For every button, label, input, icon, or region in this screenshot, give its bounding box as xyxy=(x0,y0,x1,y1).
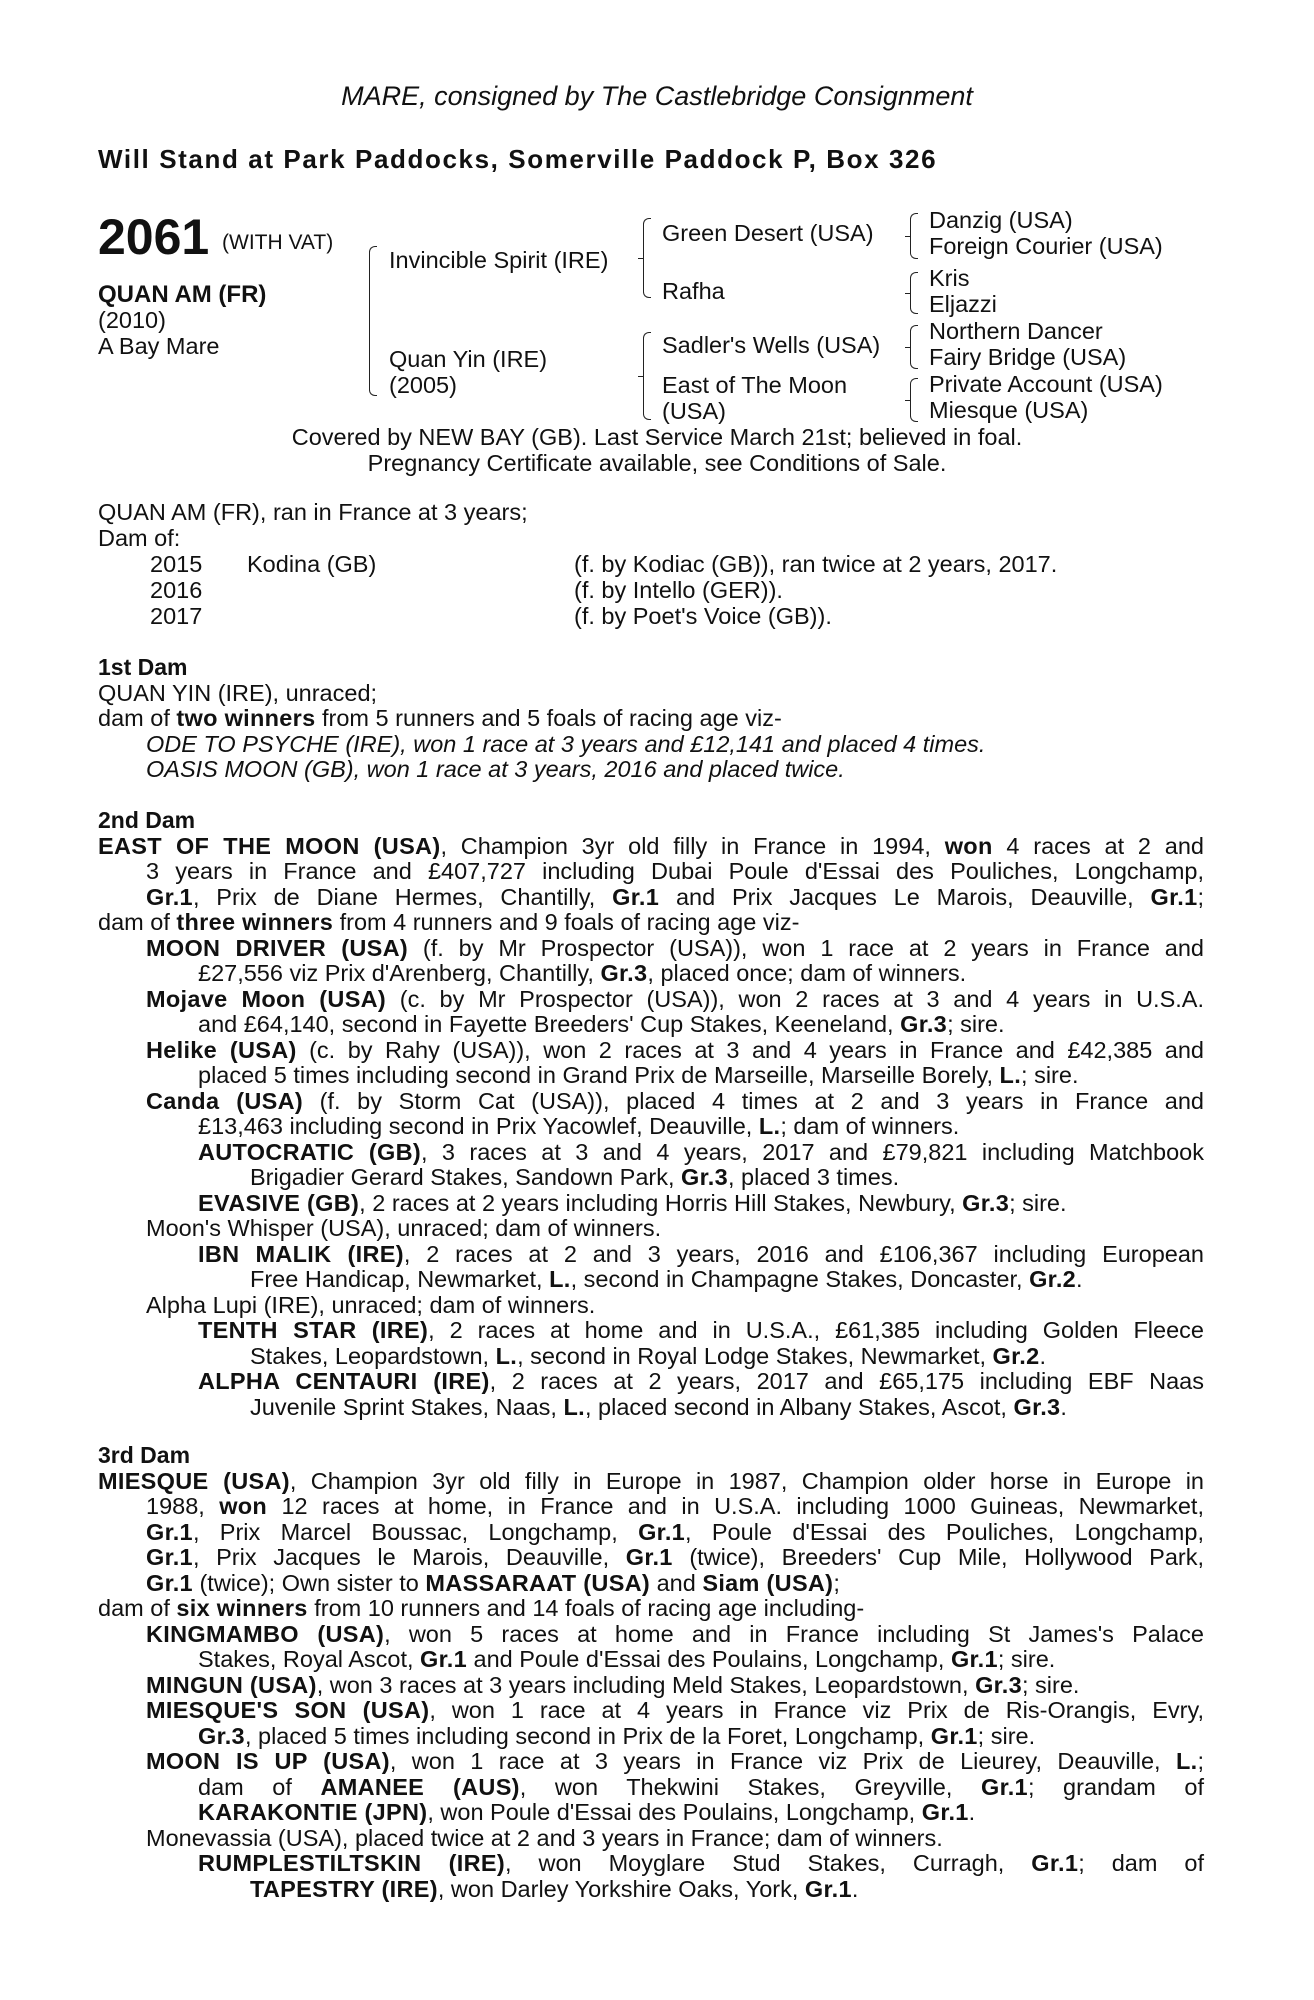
text: dam of xyxy=(98,1595,177,1621)
text-line xyxy=(98,1242,1204,1268)
text-line xyxy=(98,1012,1204,1038)
text: , 2 races at home and in U.S.A., £61,385 including Golden Fleece xyxy=(428,1317,1204,1343)
text: and £64,140, second in Fayette Breeders' Cup Stakes, Keeneland, xyxy=(198,1011,901,1037)
text: , Champion 3yr old filly in Europe in 1987, Champion older horse in Europe in xyxy=(289,1467,1204,1494)
text-line xyxy=(98,1216,1204,1242)
text: , won Poule d'Essai des Poulains, Longchamp, xyxy=(427,1799,922,1825)
text-line xyxy=(98,1395,1204,1421)
text: , Prix de Diane Hermes, Chantilly, xyxy=(192,883,613,910)
pedigree-brace xyxy=(910,325,918,369)
pedigree-dam-year: (2005) xyxy=(389,372,457,398)
text: L. xyxy=(495,1342,518,1369)
pedigree-ddd: Miesque (USA) xyxy=(929,397,1089,423)
text: Mojave Moon (USA) xyxy=(146,985,387,1012)
text-line xyxy=(98,987,1204,1013)
text: Gr.1 xyxy=(981,1773,1028,1800)
text: Stakes, Leopardstown, xyxy=(250,1342,496,1369)
text-line xyxy=(98,1293,1204,1319)
text: Gr.3 xyxy=(975,1671,1022,1698)
text-line xyxy=(98,1775,1204,1801)
text: ; grandam of xyxy=(1027,1773,1204,1800)
produce-year: 2015 xyxy=(150,551,203,577)
text-line xyxy=(98,1851,1204,1877)
text-line xyxy=(98,1344,1204,1370)
text-line xyxy=(98,834,1204,860)
text: 4 races at 2 and xyxy=(992,832,1204,859)
text: Juvenile Sprint Stakes, Naas, xyxy=(250,1393,564,1420)
produce-info: (f. by Kodiac (GB)), ran twice at 2 years, 2017. xyxy=(574,551,1058,577)
pedigree-dam-dam: East of The Moon xyxy=(662,372,848,398)
text: L. xyxy=(1176,1748,1198,1774)
text: (f. by Mr Prospector (USA)), won 1 race at 2 years in France and xyxy=(408,934,1204,961)
text: , Poule d'Essai des Pouliches, Longchamp, xyxy=(685,1518,1204,1545)
text: Gr.1 xyxy=(1150,883,1198,910)
text: Gr.3 xyxy=(900,1011,948,1037)
text: . xyxy=(968,1799,976,1825)
text: EVASIVE (GB) xyxy=(198,1189,360,1216)
text: Gr.1 xyxy=(625,1544,673,1570)
third-dam-section xyxy=(98,1443,1204,1902)
text: , won 1 race at 3 years in France viz Prix de Lieurey, Deauville, xyxy=(389,1748,1176,1774)
produce-dam-of: Dam of: xyxy=(98,525,181,551)
text: £13,463 including second in Prix Yacowlef, Deauville, xyxy=(198,1113,759,1139)
text: (twice); Own sister to xyxy=(192,1569,426,1596)
text: Alpha Lupi (IRE), unraced; dam of winners. xyxy=(146,1291,596,1318)
text: Stakes, Royal Ascot, xyxy=(198,1646,421,1672)
horse-name: QUAN AM (FR) xyxy=(98,281,267,308)
text: , won 1 race at 4 years in France viz Prix de Ris-Orangis, Evry, xyxy=(429,1697,1205,1723)
pedigree-brace xyxy=(369,246,377,396)
text-line xyxy=(98,885,1204,911)
text: Gr.3 xyxy=(198,1722,245,1749)
pedigree-dds: Private Account (USA) xyxy=(929,371,1163,397)
text-line xyxy=(98,1877,1204,1903)
text: , 2 races at 2 years, 2017 and £65,175 including EBF Naas xyxy=(489,1368,1204,1394)
text-line xyxy=(98,1800,1204,1826)
text: L. xyxy=(758,1113,781,1139)
text: KARAKONTIE (JPN) xyxy=(198,1799,428,1825)
text: Gr.3 xyxy=(1013,1393,1061,1420)
text: MIESQUE'S SON (USA) xyxy=(146,1697,430,1723)
text: MOON IS UP (USA) xyxy=(146,1748,390,1774)
text: Brigadier Gerard Stakes, Sandown Park, xyxy=(250,1164,682,1190)
text-line xyxy=(98,1089,1204,1115)
text: . xyxy=(851,1875,859,1902)
catalogue-heading: MARE, consigned by The Castlebridge Consignment xyxy=(341,81,973,111)
text-line xyxy=(98,1520,1204,1546)
pedigree-brace xyxy=(643,218,651,298)
produce-year: 2016 xyxy=(150,577,203,603)
text-line xyxy=(98,1114,1204,1140)
pedigree-dss: Northern Dancer xyxy=(929,318,1103,344)
pregnancy-note: Pregnancy Certificate available, see Conditions of Sale. xyxy=(367,450,947,476)
text: TAPESTRY (IRE) xyxy=(250,1875,438,1902)
text: EAST OF THE MOON (USA) xyxy=(98,832,441,859)
first-dam-section xyxy=(98,655,1204,783)
text: ; xyxy=(1197,1748,1205,1774)
text: . xyxy=(1039,1342,1047,1369)
text-line xyxy=(98,1165,1204,1191)
text: MIESQUE (USA) xyxy=(98,1467,290,1494)
horse-description: A Bay Mare xyxy=(98,333,220,359)
text: Gr.3 xyxy=(962,1189,1010,1216)
text: RUMPLESTILTSKIN (IRE) xyxy=(198,1850,505,1876)
pedigree-ssd: Foreign Courier (USA) xyxy=(929,233,1163,259)
text: ALPHA CENTAURI (IRE) xyxy=(198,1368,490,1394)
text: £27,556 viz Prix d'Arenberg, Chantilly, xyxy=(198,960,601,986)
pedigree-sire: Invincible Spirit (IRE) xyxy=(389,247,609,273)
text: dam of xyxy=(98,705,177,731)
text: ; sire. xyxy=(947,1011,1005,1037)
text: , placed 5 times including second in Prix de la Foret, Longchamp, xyxy=(244,1722,931,1749)
text: dam of xyxy=(98,909,177,935)
text: TENTH STAR (IRE) xyxy=(198,1317,429,1343)
text: six winners xyxy=(176,1595,308,1621)
text: Monevassia (USA), placed twice at 2 and 3 years in France; dam of winners. xyxy=(146,1824,943,1851)
offspring-line: ODE TO PSYCHE (IRE), won 1 race at 3 years and £12,141 and placed 4 times. xyxy=(146,730,986,757)
text: 12 races at home, in France and in U.S.A. including 1000 Guineas, Newmarket, xyxy=(267,1493,1204,1519)
text: , Prix Marcel Boussac, Longchamp, xyxy=(192,1518,639,1545)
text: Gr.1 xyxy=(950,1646,998,1672)
text-line xyxy=(98,1673,1204,1699)
text: Gr.3 xyxy=(600,960,648,986)
pedigree-dam-dam-country: (USA) xyxy=(662,398,726,424)
horse-year: (2010) xyxy=(98,307,166,333)
pedigree-sss: Danzig (USA) xyxy=(929,207,1073,233)
text: , won Moyglare Stud Stakes, Curragh, xyxy=(505,1850,1032,1876)
text-line xyxy=(98,1647,1204,1673)
text: MINGUN (USA) xyxy=(146,1671,317,1698)
text-line xyxy=(98,1698,1204,1724)
text: , 3 races at 3 and 4 years, 2017 and £79,821 including Matchbook xyxy=(420,1138,1204,1165)
text-line xyxy=(98,1318,1204,1344)
second-dam-section xyxy=(98,808,1204,1420)
text: Gr.1 xyxy=(921,1799,969,1825)
text: Moon's Whisper (USA), unraced; dam of winners. xyxy=(146,1215,662,1241)
text: , won Darley Yorkshire Oaks, York, xyxy=(437,1875,805,1902)
text: Free Handicap, Newmarket, xyxy=(250,1266,550,1292)
text-line xyxy=(98,1140,1204,1166)
text: from 4 runners and 9 foals of racing age viz- xyxy=(333,909,800,935)
text-line xyxy=(98,1494,1204,1520)
produce-info: (f. by Poet's Voice (GB)). xyxy=(574,603,832,629)
pedigree-dam: Quan Yin (IRE) xyxy=(389,346,548,372)
text: ; sire. xyxy=(1009,1189,1067,1216)
text: ; xyxy=(833,1569,840,1596)
text: Gr.1 xyxy=(804,1875,852,1902)
text: ; sire. xyxy=(1022,1671,1080,1698)
text-line xyxy=(98,910,1204,936)
text: . xyxy=(1060,1393,1067,1420)
text: (c. by Mr Prospector (USA)), won 2 races at 3 and 4 years in U.S.A. xyxy=(386,985,1204,1012)
text: L. xyxy=(999,1062,1022,1088)
pedigree-dam-sire: Sadler's Wells (USA) xyxy=(662,332,881,358)
text: Gr.3 xyxy=(681,1164,728,1190)
pedigree-sire-sire: Green Desert (USA) xyxy=(662,220,874,246)
produce-intro: QUAN AM (FR), ran in France at 3 years; xyxy=(98,499,528,525)
lot-number: 2061 xyxy=(98,209,210,265)
text: Gr.1 xyxy=(146,883,193,910)
text-line xyxy=(98,936,1204,962)
pedigree-sire-dam: Rafha xyxy=(662,278,725,304)
text: two winners xyxy=(176,705,316,731)
text: L. xyxy=(549,1266,571,1292)
section-heading: 1st Dam xyxy=(98,654,188,680)
text: , placed second in Albany Stakes, Ascot, xyxy=(584,1393,1014,1420)
text: MASSARAAT (USA) xyxy=(425,1569,651,1596)
text: Gr.2 xyxy=(1029,1266,1077,1292)
text-line xyxy=(98,1622,1204,1648)
stand-location: Will Stand at Park Paddocks, Somerville Paddock P, Box 326 xyxy=(98,144,938,174)
text-line xyxy=(98,1191,1204,1217)
second-dam-lines xyxy=(98,834,1204,1421)
text-line xyxy=(98,1826,1204,1852)
text: and Poule d'Essai des Poulains, Longchamp, xyxy=(466,1646,951,1672)
text: , Prix Jacques le Marois, Deauville, xyxy=(192,1544,626,1570)
text-line xyxy=(98,1038,1204,1064)
text: ; xyxy=(1197,883,1204,910)
offspring-line: OASIS MOON (GB), won 1 race at 3 years, 2016 and placed twice. xyxy=(146,756,845,782)
produce-name: Kodina (GB) xyxy=(247,551,377,577)
produce-year: 2017 xyxy=(150,603,203,629)
text: Siam (USA) xyxy=(702,1569,834,1596)
text: ; sire. xyxy=(977,1722,1036,1749)
text: , won 5 races at home and in France including St James's Palace xyxy=(384,1620,1204,1647)
text: , won 3 races at 3 years including Meld Stakes, Leopardstown, xyxy=(316,1671,976,1698)
text: Gr.1 xyxy=(146,1544,193,1570)
text-line xyxy=(98,1596,1204,1622)
text: 1988, xyxy=(146,1493,220,1519)
text-line xyxy=(98,1545,1204,1571)
text: won xyxy=(219,1493,268,1519)
text: Gr.1 xyxy=(1031,1850,1079,1876)
text: AMANEE (AUS) xyxy=(320,1773,520,1800)
text-line xyxy=(98,1063,1204,1089)
text: Gr.1 xyxy=(638,1518,686,1545)
text: Helike (USA) xyxy=(146,1036,297,1063)
pedigree-brace xyxy=(910,213,918,259)
pedigree-sdd: Eljazzi xyxy=(929,291,997,317)
text: , second in Royal Lodge Stakes, Newmarket, xyxy=(517,1342,993,1369)
first-dam-summary xyxy=(98,706,1204,732)
text: ; sire. xyxy=(1021,1062,1079,1088)
text: (f. by Storm Cat (USA)), placed 4 times at 2 and 3 years in France and xyxy=(303,1087,1204,1114)
text: Gr.1 xyxy=(146,1518,193,1545)
text: 3 years in France and £407,727 including Dubai Poule d'Essai des Pouliches, Longchamp, xyxy=(146,858,1204,884)
text: L. xyxy=(563,1393,585,1420)
text: , placed 3 times. xyxy=(727,1164,900,1190)
text: KINGMAMBO (USA) xyxy=(146,1620,385,1647)
text-line xyxy=(98,1571,1204,1597)
text-line xyxy=(98,859,1204,885)
text: Gr.1 xyxy=(612,883,660,910)
third-dam-lines xyxy=(98,1469,1204,1903)
text: (twice), Breeders' Cup Mile, Hollywood Park, xyxy=(672,1544,1204,1570)
text: from 5 runners and 5 foals of racing age viz- xyxy=(315,705,782,731)
pedigree-brace xyxy=(910,272,918,314)
pedigree-brace xyxy=(910,378,918,422)
text-line xyxy=(98,961,1204,987)
text-line xyxy=(98,1267,1204,1293)
text: dam of xyxy=(198,1773,321,1800)
text: AUTOCRATIC (GB) xyxy=(198,1138,421,1165)
text-line xyxy=(98,1749,1204,1775)
section-heading: 3rd Dam xyxy=(98,1442,191,1468)
text: ; sire. xyxy=(997,1646,1056,1672)
text: , Champion 3yr old filly in France in 1994, xyxy=(440,832,945,859)
first-dam-name: QUAN YIN (IRE), unraced; xyxy=(98,679,378,706)
pedigree-brace xyxy=(643,332,651,420)
text: MOON DRIVER (USA) xyxy=(146,934,409,961)
text: from 10 runners and 14 foals of racing age including- xyxy=(307,1595,865,1621)
text: IBN MALIK (IRE) xyxy=(198,1240,404,1267)
text: and Prix Jacques Le Marois, Deauville, xyxy=(659,883,1151,910)
text: won xyxy=(944,832,993,859)
text: placed 5 times including second in Grand Prix de Marseille, Marseille Borely, xyxy=(198,1062,1000,1088)
pedigree-dsd: Fairy Bridge (USA) xyxy=(929,344,1127,370)
text: , 2 races at 2 years including Horris Hill Stakes, Newbury, xyxy=(359,1189,963,1216)
text: Gr.1 xyxy=(930,1722,978,1749)
produce-info: (f. by Intello (GER)). xyxy=(574,577,783,603)
text-line xyxy=(98,1469,1204,1495)
text: . xyxy=(1076,1266,1083,1292)
text: Gr.1 xyxy=(146,1569,193,1596)
text: ; dam of xyxy=(1078,1850,1205,1876)
covered-note: Covered by NEW BAY (GB). Last Service March 21st; believed in foal. xyxy=(291,424,1023,450)
text: , won Thekwini Stakes, Greyville, xyxy=(519,1773,981,1800)
pedigree-sds: Kris xyxy=(929,265,970,291)
text: Gr.1 xyxy=(420,1646,467,1672)
text: Canda (USA) xyxy=(146,1087,304,1114)
text: three winners xyxy=(176,909,334,935)
text: , second in Champagne Stakes, Doncaster, xyxy=(570,1266,1030,1292)
text: and xyxy=(650,1569,703,1596)
text-line xyxy=(98,1724,1204,1750)
text: Gr.2 xyxy=(992,1342,1040,1369)
text: , 2 races at 2 and 3 years, 2016 and £106,367 including European xyxy=(403,1240,1204,1267)
text: ; dam of winners. xyxy=(780,1113,960,1139)
section-heading: 2nd Dam xyxy=(98,807,196,833)
text-line xyxy=(98,1369,1204,1395)
vat-note: (WITH VAT) xyxy=(222,231,334,254)
text: , placed once; dam of winners. xyxy=(647,960,967,986)
text: (c. by Rahy (USA)), won 2 races at 3 and 4 years in France and £42,385 and xyxy=(296,1036,1204,1063)
